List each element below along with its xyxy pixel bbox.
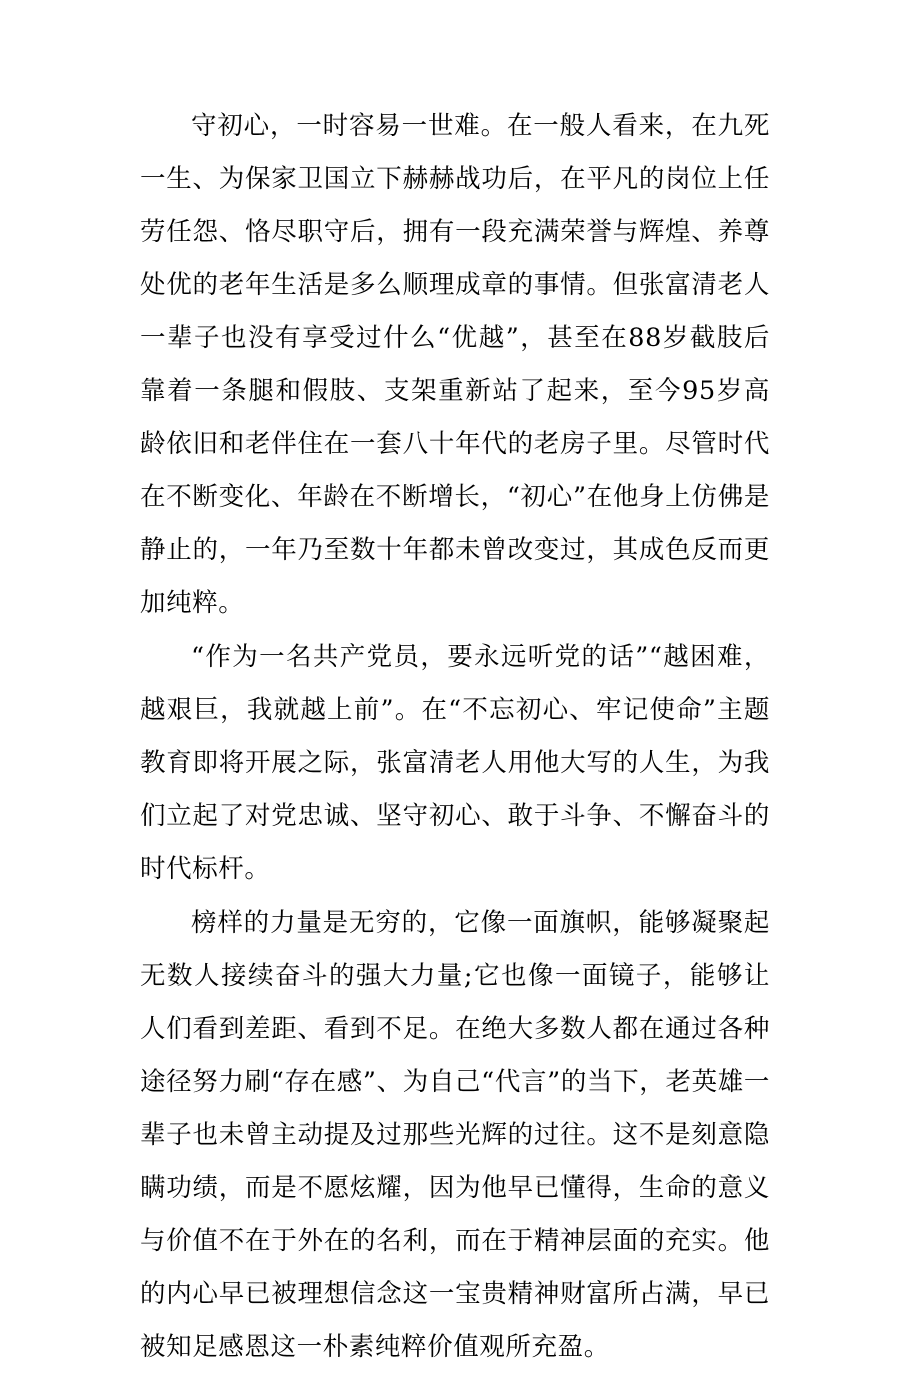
document-page xyxy=(140,100,770,1374)
paragraph-3: 榜样的力量是无穷的，它像一面旗帜，能够凝聚起无数人接续奋斗的强大力量;它也像一面镜子，能够让人们看到差距、看到不足。在绝大多数人都在通过各种途径努力刷“存在感”、为自己“代言”的当下，老英雄一辈子也未曾主动提及过那些光辉的过往。这不是刻意隐瞒功绩，而是不愿炫耀，因为他早已懂得，生命的意义与价值不在于外在的名利，而在于精神层面的充实。他的内心早已被理想信念这一宝贵精神财富所占满，早已被知足感恩这一朴素纯粹价值观所充盈。 xyxy=(140,908,770,1362)
paragraph-2: “作为一名共产党员，要永远听党的话”“越困难，越艰巨，我就越上前”。在“不忘初心、牢记使命”主题教育即将开展之际，张富清老人用他大写的人生，为我们立起了对党忠诚、坚守初心、敢于斗争、不懈奋斗的时代标杆。 xyxy=(140,642,770,884)
paragraph-1: 守初心，一时容易一世难。在一般人看来，在九死一生、为保家卫国立下赫赫战功后，在平凡的岗位上任劳任怨、恪尽职守后，拥有一段充满荣誉与辉煌、养尊处优的老年生活是多么顺理成章的事情。但张富清老人一辈子也没有享受过什么“优越”，甚至在88岁截肢后靠着一条腿和假肢、支架重新站了起来，至今95岁高龄依旧和老伴住在一套八十年代的老房子里。尽管时代在不断变化、年龄在不断增长，“初心”在他身上仿佛是静止的，一年乃至数十年都未曾改变过，其成色反而更加纯粹。 xyxy=(140,111,770,618)
